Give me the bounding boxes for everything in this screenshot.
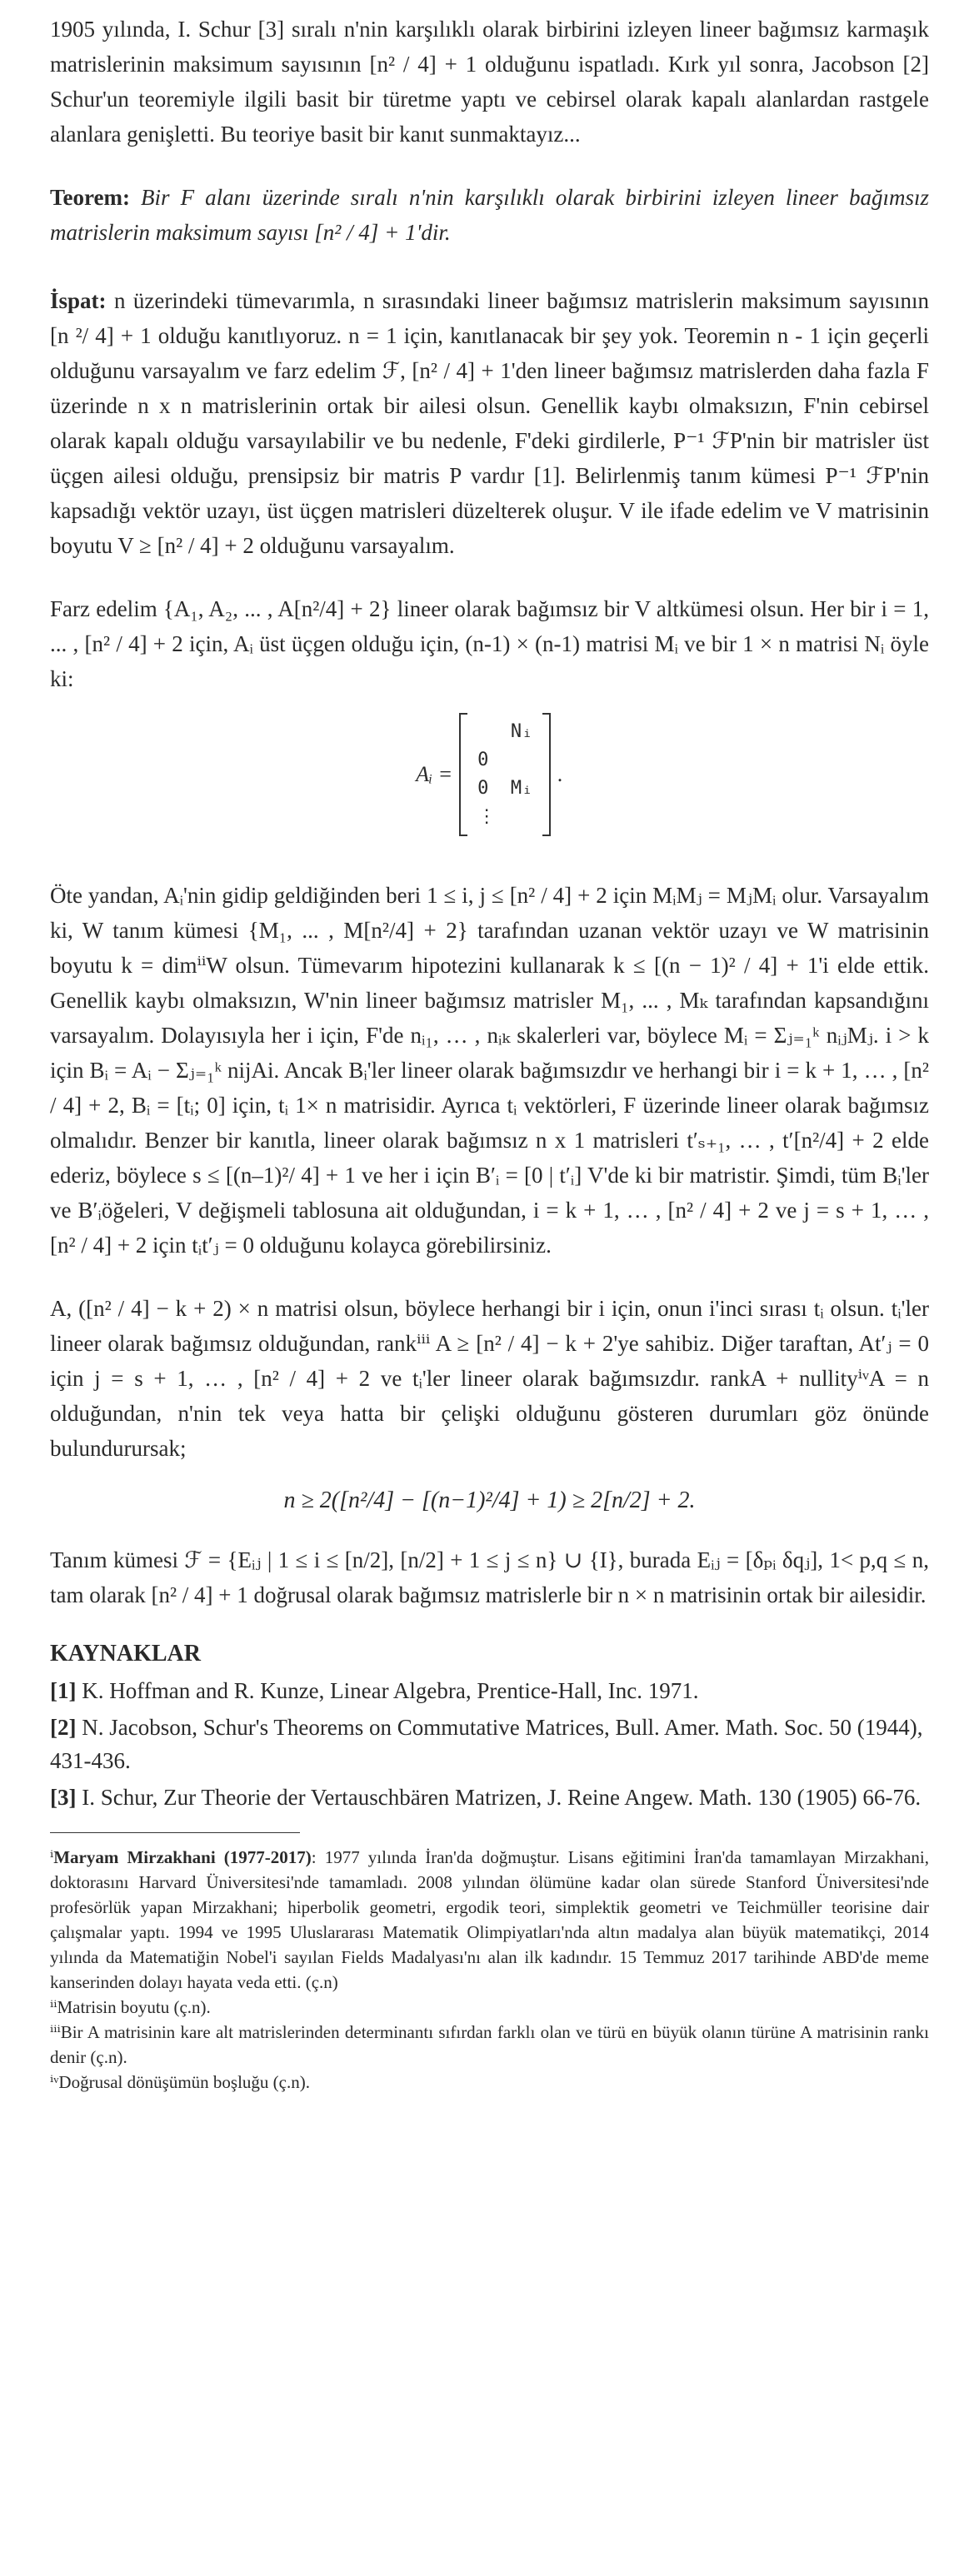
theorem-text: Bir F alanı üzerinde sıralı n'nin karşılıklı olarak birbirini izleyen lineer bağımsız matrislerin maksimum sayısı [n² / 4] + 1'dir. (50, 185, 929, 245)
ote-yandan-paragraph: Öte yandan, Aᵢ'nin gidip geldiğinden beri 1 ≤ i, j ≤ [n² / 4] + 2 için MᵢMⱼ = MⱼMᵢ olur. Varsayalım ki, W tanım kümesi {M₁, ... , M[n²/4] + 2} tarafından uzanan vektör uzayı ve W matrisinin boyutu k = dimⁱⁱW olsun. Tümevarım hipotezini kullanarak k ≤ [(n − 1)² / 4] + 1'i elde ettik. Genellik kaybı olmaksızın, W'nin lineer bağımsız matrisler M₁, ... , Mₖ tarafından kapsandığını varsayalım. Dolayısıyla her i için, F'de nᵢ₁, … , nᵢₖ skalerleri var, böylece Mᵢ = Σⱼ₌₁ᵏ nᵢⱼMⱼ. i > k için Bᵢ = Aᵢ − Σⱼ₌₁ᵏ nijAi. Ancak Bᵢ'ler lineer olarak bağımsızdır ve herhangi bir i = k + 1, … , [n² / 4] + 2, Bᵢ = [tᵢ; 0] için, tᵢ 1× n matrisidir. Ayrıca tᵢ vektörleri, F üzerinde lineer olarak bağımsız olmalıdır. Benzer bir kanıtla, lineer olarak bağımsız n x 1 matrisleri t′ₛ₊₁, … , t′[n²/4] + 2 elde ederiz, böylece s ≤ [(n–1)²/ 4] + 1 ve her i için B′ᵢ = [0 | t′ᵢ] V'de ki bir matristir. Şimdi, tüm Bᵢ'ler ve B′ᵢöğeleri, V değişmeli tablosuna ait olduğundan, i = k + 1, … , [n² / 4] + 2 ve j = s + 1, … , [n² / 4] + 2 için tᵢt′ⱼ = 0 olduğunu kolayca görebilirsiniz. (50, 883, 929, 1258)
a-matrix-paragraph: A, ([n² / 4] − k + 2) × n matrisi olsun, böylece herhangi bir i için, onun i'inci sırası tᵢ olsun. tᵢ'ler lineer olarak bağımsız olduğundan, rankⁱⁱⁱ A ≥ [n² / 4] − k + 2'ye sahibiz. Diğer taraftan, At′ⱼ = 0 için j = s + 1, … , [n² / 4] + 2 ve tᵢ'ler lineer olarak bağımsızdır. rankA + nullityⁱᵛA = n olduğundan, n'nin tek veya hatta bir çelişki olduğunu gösteren durumları göz önünde bulundurursak; (50, 1296, 929, 1461)
footnote-item (50, 2020, 929, 2070)
document-page (50, 12, 929, 2095)
footnote-mark: ⁱⁱⁱ (50, 2022, 61, 2042)
reference-number: [2] (50, 1715, 77, 1740)
tanim-paragraph: Tanım kümesi ℱ = {Eᵢⱼ | 1 ≤ i ≤ [n/2], [n/2] + 1 ≤ j ≤ n} ∪ {I}, burada Eᵢⱼ = [δₚᵢ δqⱼ], 1< p,q ≤ n, tam olarak [n² / 4] + 1 doğrusal olarak bağımsız matrislerle bir n × n matrisinin ortak bir ailesidir. (50, 1547, 929, 1607)
footnote-text: : 1977 yılında İran'da doğmuştur. Lisans eğitimini İran'da tamamlayan Mirzakhani, doktorasını Harvard Üniversitesi'nde tamamladı. 2008 yılından ölümüne kadar olan sürede Stanford Üniversitesi'nde profesörlük yapan Mirzakhani; hiperbolik geometri, ergodik teori, simplektik geometri ve Teichmüller teorisine dair çalışmalar yaptı. 1994 ve 1995 Uluslararası Matematik Olimpiyatları'nda altın madalya alan büyük matematikçi, 2014 yılında da Matematiğin Nobel'i sayılan Fields Madalyası'nı alan ilk kadındır. 15 Temmuz 2017 tarihinde ABD'de meme kanserinden dolayı hayata veda etti. (ç.n) (50, 1847, 929, 1992)
intro-paragraph: 1905 yılında, I. Schur [3] sıralı n'nin karşılıklı olarak birbirini izleyen lineer bağımsız karmaşık matrislerinin maksimum sayısının [n² / 4] + 1 olduğunu ispatladı. Kırk yıl sonra, Jacobson [2] Schur'un teoremiyle ilgili basit bir türetme yaptı ve cebirsel olarak kapalı alanlardan rastgele alanlara genişletti. Bu teoriye basit bir kanıt sunmaktayız... (50, 17, 929, 147)
theorem-label: Teorem: (50, 185, 130, 210)
matrix-trailing: . (557, 762, 563, 786)
reference-text: N. Jacobson, Schur's Theorems on Commutative Matrices, Bull. Amer. Math. Soc. 50 (1944), 431-436. (50, 1715, 923, 1773)
inequality-equation: n ≥ 2([n²/4] − [(n−1)²/4] + 1) ≥ 2[n/2] + 2. (283, 1487, 696, 1513)
footnote-text: Matrisin boyutu (ç.n). (57, 1997, 211, 2017)
matrix-row: Nᵢ (477, 721, 533, 742)
footnote-bold: Maryam Mirzakhani (1977-2017) (53, 1847, 312, 1867)
matrix-row: 0 (477, 750, 489, 770)
reference-item (50, 1711, 929, 1777)
footnote-item (50, 1845, 929, 1995)
footnote-item (50, 2070, 929, 2095)
proof-label: İspat: (50, 288, 107, 313)
footnotes (50, 1845, 929, 2095)
footnote-text: Doğrusal dönüşümün boşluğu (ç.n). (58, 2072, 310, 2092)
reference-text: K. Hoffman and R. Kunze, Linear Algebra, Prentice-Hall, Inc. 1971. (76, 1678, 699, 1703)
footnote-mark: ⁱⁱ (50, 1997, 57, 2017)
matrix-lhs: Aᵢ = (416, 762, 453, 786)
reference-number: [1] (50, 1678, 77, 1703)
references-list (50, 1674, 929, 1814)
theorem-statement (50, 180, 929, 250)
reference-text: I. Schur, Zur Theorie der Vertauschbären Matrizen, J. Reine Angew. Math. 130 (1905) 66-76. (76, 1785, 922, 1810)
reference-number: [3] (50, 1785, 77, 1810)
footnote-mark: ⁱ (50, 1847, 54, 1867)
references-title: KAYNAKLAR (50, 1641, 201, 1667)
block-matrix (459, 713, 551, 836)
farz-paragraph: Farz edelim {A₁, A₂, ... , A[n²/4] + 2} lineer olarak bağımsız bir V altkümesi olsun. Her bir i = 1, ... , [n² / 4] + 2 için, Aᵢ üst üçgen olduğu için, (n-1) × (n-1) matrisi Mᵢ ve bir 1 × n matrisi Nᵢ öyle ki: (50, 596, 929, 691)
footnote-divider (50, 1832, 300, 1833)
footnote-item (50, 1995, 929, 2020)
reference-item (50, 1781, 929, 1814)
footnote-mark: ⁱᵛ (50, 2072, 59, 2092)
proof-text: n üzerindeki tümevarımla, n sırasındaki lineer bağımsız matrislerin maksimum sayısının [n ²/ 4] + 1 olduğu kanıtlıyoruz. n = 1 için, kanıtlanacak bir şey yok. Teoremin n - 1 için geçerli olduğunu varsayalım ve farz edelim ℱ, [n² / 4] + 1'den lineer bağımsız matrislerden daha fazla F üzerinde n x n matrislerinin ortak bir ailesi olsun. Genellik kaybı olmaksızın, F'nin cebirsel olarak kapalı olduğu varsayılabilir ve bu nedenle, F'deki girdilerle, P⁻¹ ℱP'nin bir matrisler üst üçgen ailesi olduğu, prensipsiz bir matris P vardır [1]. Belirlenmiş tanım kümesi P⁻¹ ℱP'nin kapsadığı vektör uzayı, üst üçgen matrisleri düzelterek oluşur. V ile ifade edelim ve V matrisinin boyutu V ≥ [n² / 4] + 2 olduğunu varsayalım. (50, 288, 929, 558)
matrix-row: ⋮ (477, 806, 497, 827)
reference-item (50, 1674, 929, 1707)
footnote-text: Bir A matrisinin kare alt matrislerinden determinantı sıfırdan farklı olan ve türü en büyük olanın türüne A matrisinin rankı denir (ç.n). (50, 2022, 929, 2067)
matrix-row: 0 Mᵢ (477, 778, 533, 799)
matrix-equation (50, 713, 929, 836)
proof-paragraph (50, 283, 929, 563)
